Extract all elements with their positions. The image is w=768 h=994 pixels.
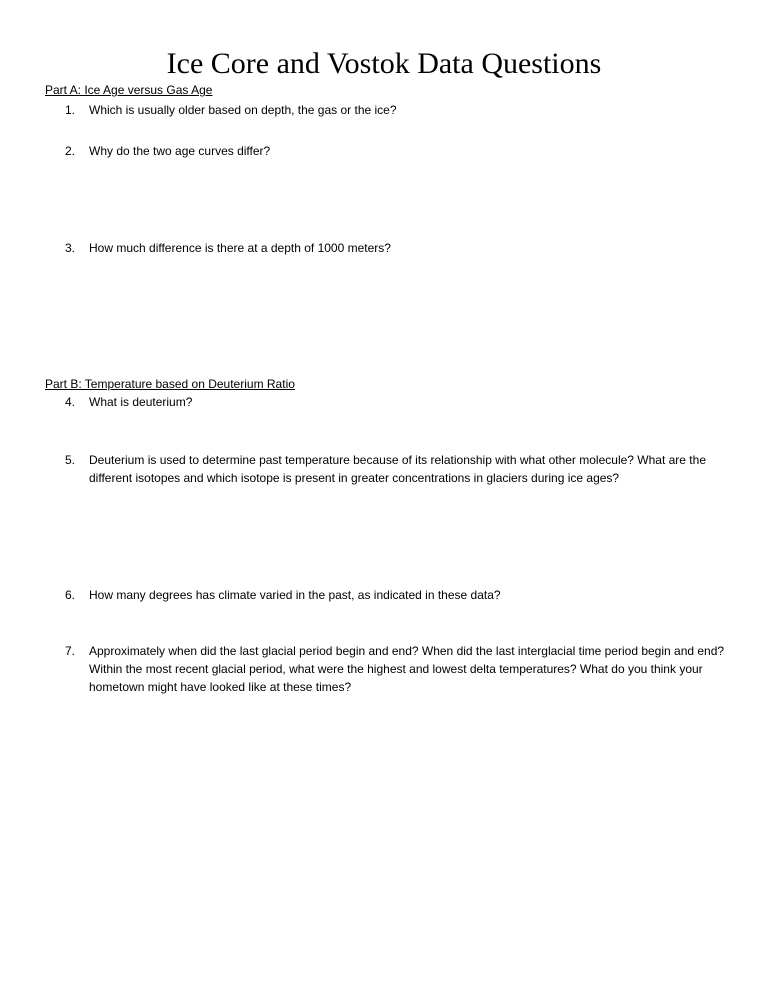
- page-title: Ice Core and Vostok Data Questions: [166, 47, 602, 80]
- question-text: Why do the two age curves differ?: [89, 144, 271, 158]
- question-number: 1.: [65, 103, 76, 117]
- question-text: How much difference is there at a depth of 1000 meters?: [89, 241, 391, 255]
- question-text: Deuterium is used to determine past temperature because of its relationship with what other molecule? What are the different isotopes and which isotope is present in greater concentrations in glaciers during ice ages?: [89, 453, 706, 485]
- question-4: [65, 393, 725, 411]
- question-7: [65, 642, 725, 696]
- question-text: How many degrees has climate varied in the past, as indicated in these data?: [89, 588, 501, 602]
- question-3: [65, 239, 725, 257]
- question-6: [65, 586, 725, 604]
- question-text: Which is usually older based on depth, the gas or the ice?: [89, 103, 397, 117]
- question-text: Approximately when did the last glacial period begin and end? When did the last interglacial time period begin and end? Within the most recent glacial period, what were the highest and lowest delta temperatures? What do you think your hometown might have looked like at these times?: [89, 644, 725, 694]
- question-number: 6.: [65, 588, 76, 602]
- question-5: [65, 451, 725, 487]
- question-1: [65, 101, 725, 119]
- question-number: 3.: [65, 241, 76, 255]
- question-text: What is deuterium?: [89, 395, 193, 409]
- question-number: 4.: [65, 395, 76, 409]
- question-number: 7.: [65, 644, 76, 658]
- part-b-heading: Part B: Temperature based on Deuterium Ratio: [45, 377, 295, 391]
- question-number: 5.: [65, 453, 76, 467]
- part-a-heading: Part A: Ice Age versus Gas Age: [45, 83, 213, 97]
- question-2: [65, 142, 725, 160]
- question-number: 2.: [65, 144, 76, 158]
